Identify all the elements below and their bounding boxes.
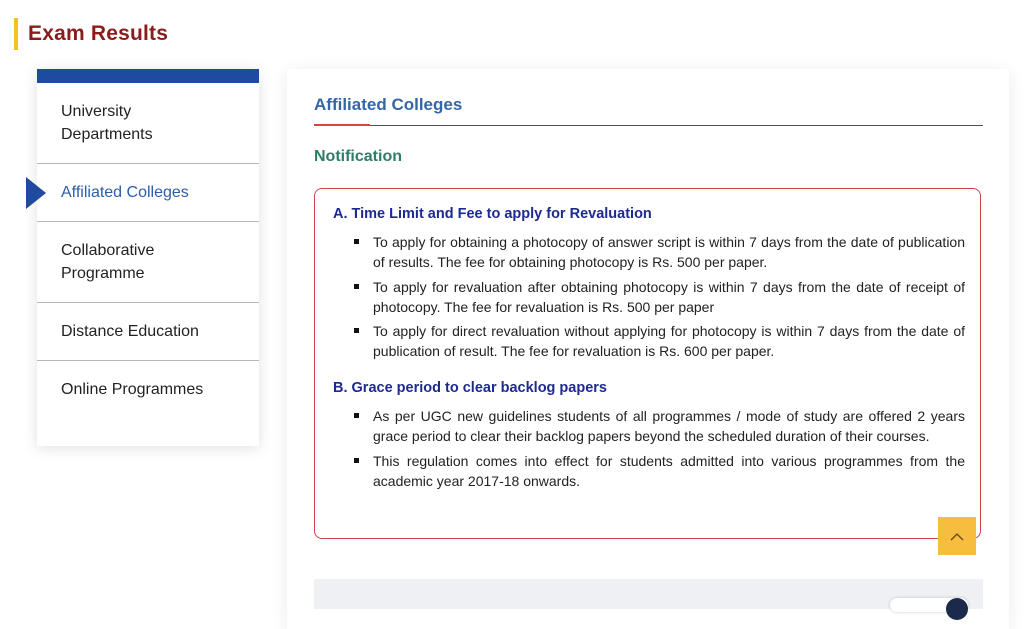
bullet-icon bbox=[354, 458, 359, 463]
section-a-heading: A. Time Limit and Fee to apply for Revaluation bbox=[333, 206, 652, 222]
sidebar-item-label: Online Programmes bbox=[61, 381, 204, 398]
main-content bbox=[287, 69, 1009, 629]
page-header bbox=[14, 18, 168, 50]
bullet-icon bbox=[354, 239, 359, 244]
notification-title: Notification bbox=[314, 148, 402, 165]
bullet-icon bbox=[354, 413, 359, 418]
title-divider bbox=[314, 125, 983, 126]
sidebar-top-bar bbox=[37, 69, 259, 83]
floating-widget[interactable] bbox=[890, 598, 968, 612]
bottom-panel bbox=[314, 579, 983, 609]
notification-box bbox=[314, 188, 981, 539]
active-arrow-icon bbox=[26, 177, 46, 209]
sidebar-item-label: Collaborative Programme bbox=[61, 242, 155, 282]
list-item: This regulation comes into effect for students admitted into various programmes from the academic year 2017-18 onwards. bbox=[353, 451, 965, 491]
sidebar bbox=[37, 69, 259, 446]
section-b-heading: B. Grace period to clear backlog papers bbox=[333, 380, 607, 396]
sidebar-item-label: University Departments bbox=[61, 103, 153, 143]
section-a-list bbox=[353, 232, 965, 366]
sidebar-item-affiliated-colleges[interactable] bbox=[37, 164, 259, 222]
sidebar-item-label: Affiliated Colleges bbox=[61, 184, 189, 201]
sidebar-item-university-departments[interactable] bbox=[37, 83, 259, 164]
chevron-up-icon bbox=[950, 532, 964, 541]
section-title: Affiliated Colleges bbox=[314, 95, 463, 114]
page-title: Exam Results bbox=[28, 22, 169, 45]
sidebar-item-distance-education[interactable] bbox=[37, 303, 259, 361]
sidebar-item-online-programmes[interactable] bbox=[37, 361, 259, 418]
section-b-list bbox=[353, 406, 965, 495]
list-item: To apply for revaluation after obtaining photocopy is within 7 days from the date of receipt of photocopy. The fee for revaluation is Rs. 500 per paper bbox=[353, 277, 965, 317]
scroll-to-top-button[interactable] bbox=[938, 517, 976, 555]
list-item: To apply for direct revaluation without applying for photocopy is within 7 days from the date of publication of result. The fee for revaluation is Rs. 600 per paper. bbox=[353, 321, 965, 361]
sidebar-item-label: Distance Education bbox=[61, 323, 199, 340]
widget-dot-icon bbox=[946, 598, 968, 620]
list-item: To apply for obtaining a photocopy of answer script is within 7 days from the date of publication of results. The fee for obtaining photocopy is Rs. 500 per paper. bbox=[353, 232, 965, 272]
sidebar-item-collaborative-programme[interactable] bbox=[37, 222, 259, 303]
bullet-icon bbox=[354, 284, 359, 289]
title-accent-line bbox=[314, 124, 370, 126]
bullet-icon bbox=[354, 328, 359, 333]
header-accent-bar bbox=[14, 18, 18, 50]
list-item: As per UGC new guidelines students of all programmes / mode of study are offered 2 years grace period to clear their backlog papers beyond the scheduled duration of their courses. bbox=[353, 406, 965, 446]
